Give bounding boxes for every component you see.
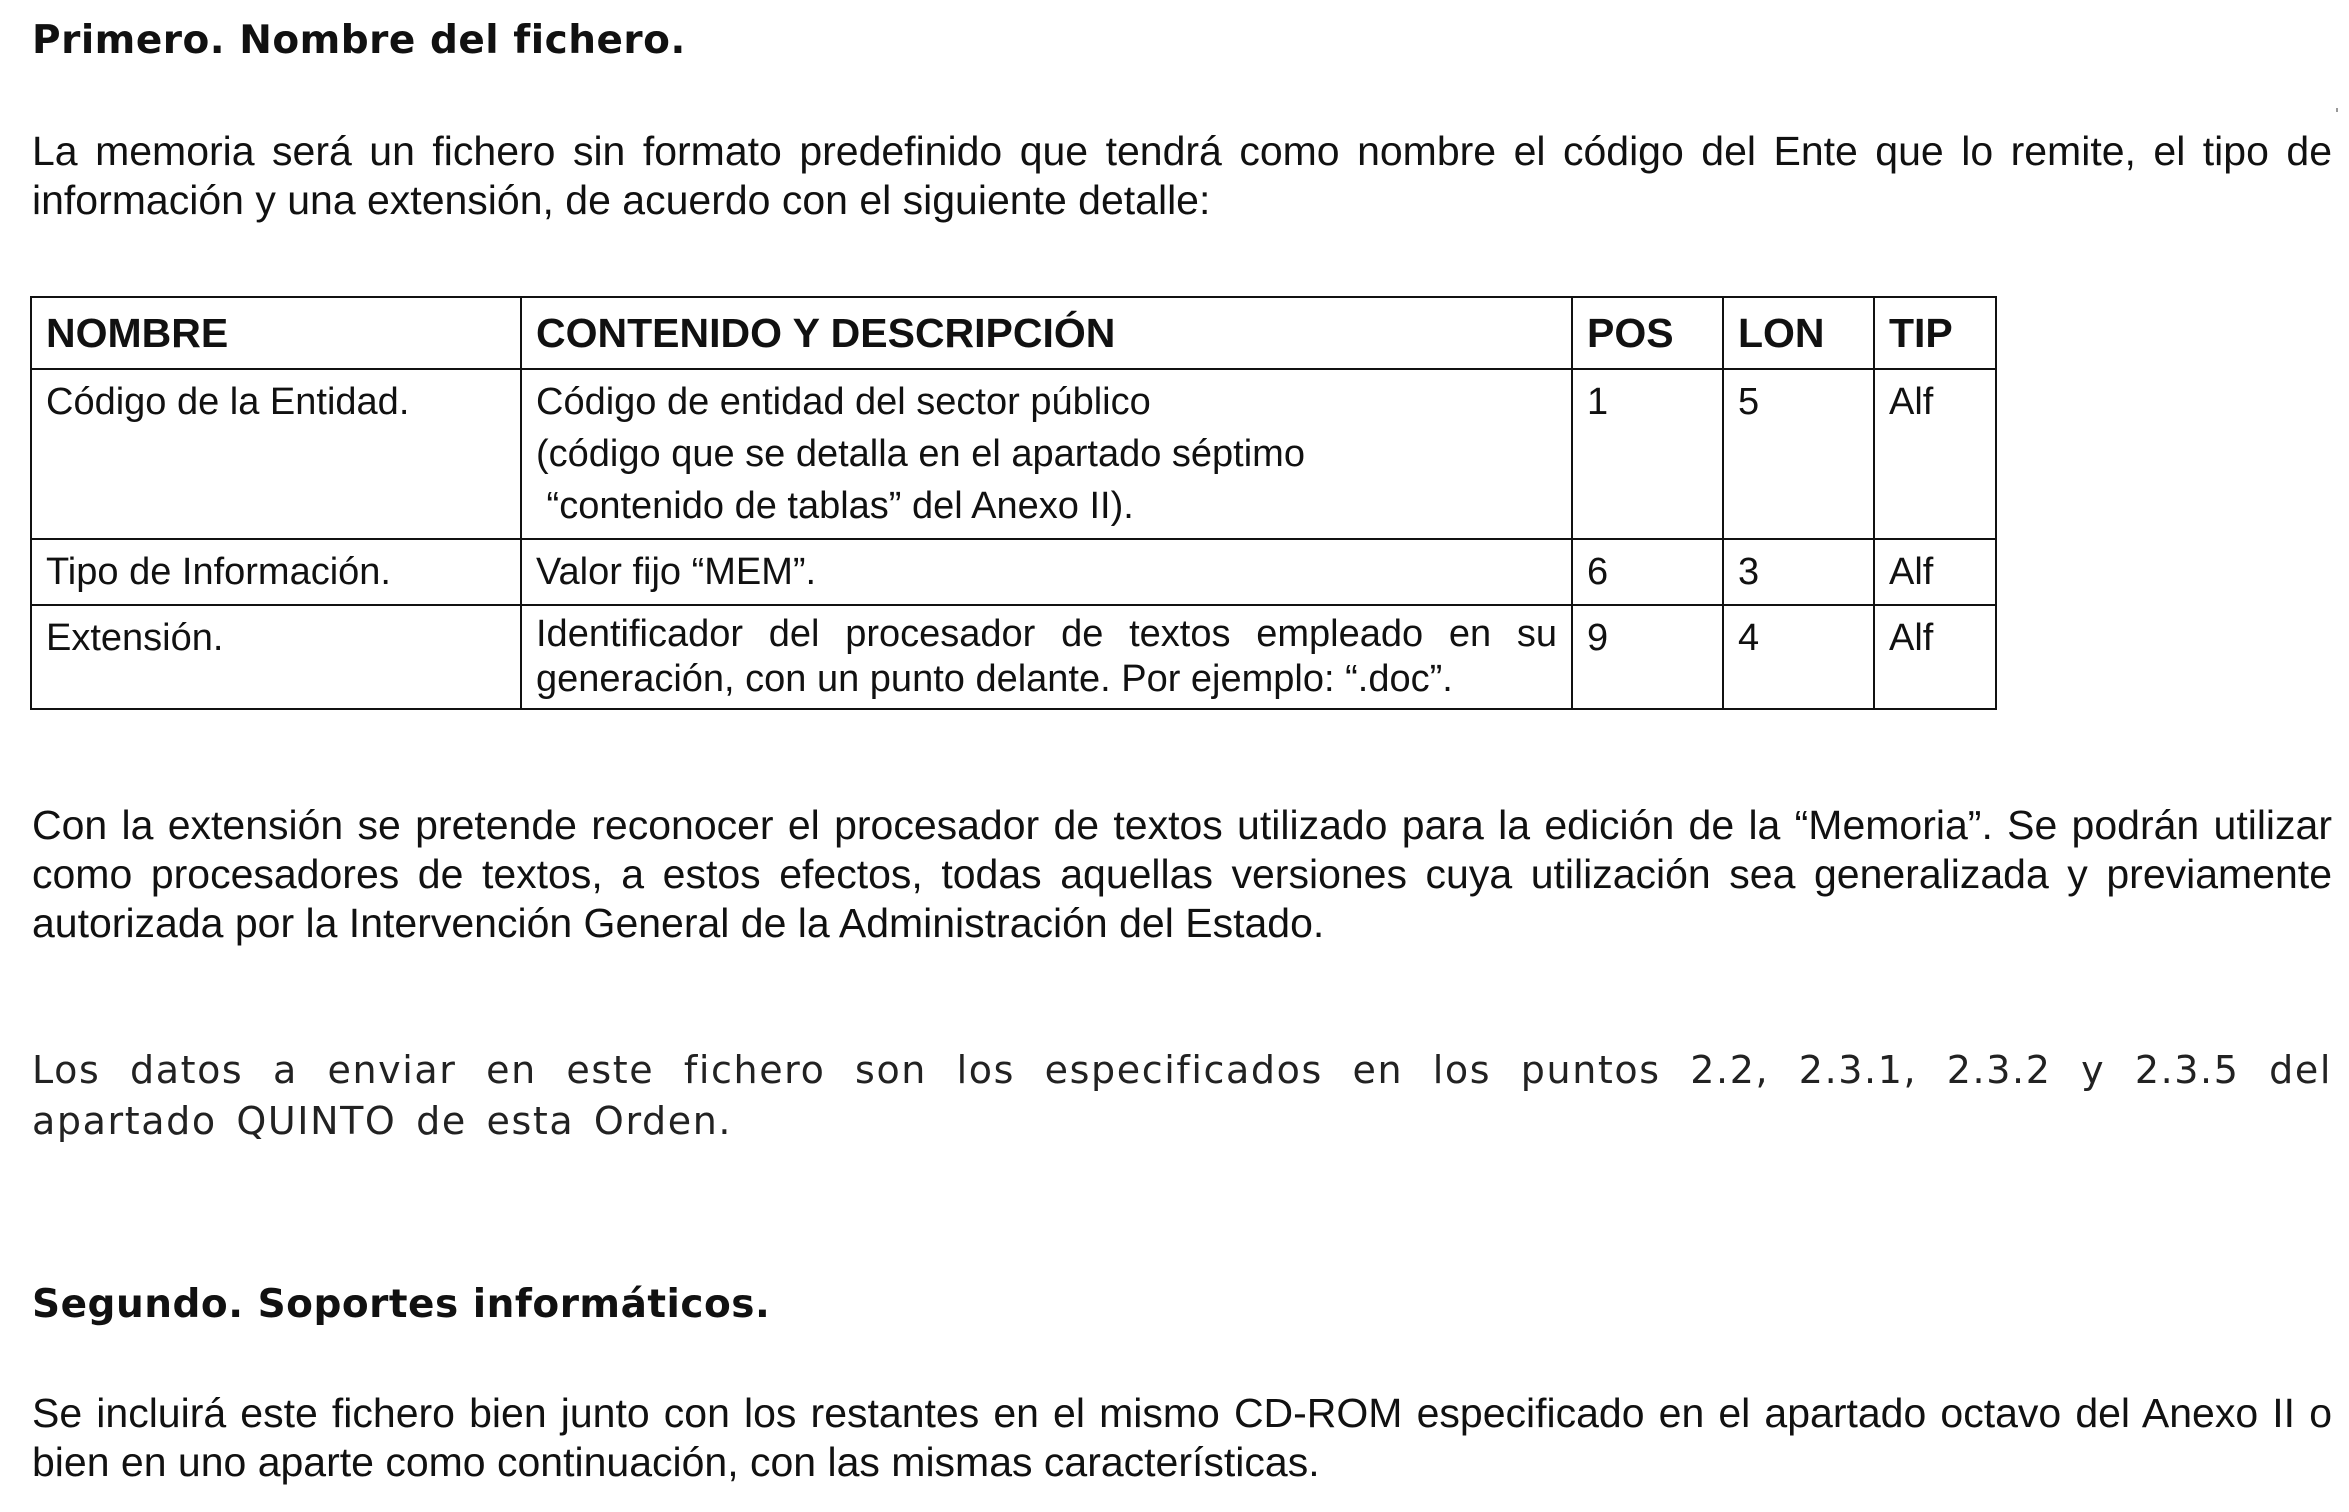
cell-nombre: Tipo de Información.	[31, 539, 521, 605]
section-heading-segundo: Segundo. Soportes informáticos.	[32, 1282, 771, 1327]
cell-contenido-line: Valor fijo “MEM”.	[536, 551, 817, 593]
cell-lon: 4	[1723, 605, 1874, 709]
cell-pos: 6	[1572, 539, 1723, 605]
cell-contenido-line: Identificador del procesador de textos empleado en su generación, con un punto delante. Por ejemplo: “.doc”.	[536, 613, 1557, 700]
soportes-paragraph: Se incluirá este fichero bien junto con los restantes en el mismo CD-ROM especificado en el apartado octavo del Anexo II o bien en uno aparte como continuación, con las mismas características.	[32, 1390, 2332, 1485]
table-row	[31, 369, 1996, 539]
cell-tip: Alf	[1874, 605, 1996, 709]
cell-nombre: Extensión.	[31, 605, 521, 709]
file-name-table	[30, 296, 1997, 710]
cell-contenido-line: “contenido de tablas” del Anexo II).	[536, 485, 1134, 527]
cell-pos: 9	[1572, 605, 1723, 709]
cell-lon: 3	[1723, 539, 1874, 605]
intro-paragraph: La memoria será un fichero sin formato predefinido que tendrá como nombre el código del Ente que lo remite, el tipo de información y una extensión, de acuerdo con el siguiente detalle:	[32, 128, 2332, 223]
table-row	[31, 539, 1996, 605]
cell-contenido	[521, 539, 1572, 605]
cell-tip: Alf	[1874, 539, 1996, 605]
scan-mark	[2336, 108, 2338, 112]
cell-contenido-line: Código de entidad del sector público	[536, 381, 1151, 423]
section-heading-primero: Primero. Nombre del fichero.	[32, 18, 686, 63]
cell-tip: Alf	[1874, 369, 1996, 539]
header-contenido: CONTENIDO Y DESCRIPCIÓN	[521, 297, 1572, 369]
table-header-row	[31, 297, 1996, 369]
cell-lon: 5	[1723, 369, 1874, 539]
cell-contenido-line: (código que se detalla en el apartado séptimo	[536, 433, 1305, 475]
header-tip: TIP	[1874, 297, 1996, 369]
cell-contenido	[521, 369, 1572, 539]
header-nombre: NOMBRE	[31, 297, 521, 369]
header-pos: POS	[1572, 297, 1723, 369]
cell-pos: 1	[1572, 369, 1723, 539]
table-row	[31, 605, 1996, 709]
datos-paragraph: Los datos a enviar en este fichero son los especificados en los puntos 2.2, 2.3.1, 2.3.2 y 2.3.5 del apartado QUINTO de esta Orden.	[32, 1048, 2332, 1143]
cell-contenido	[521, 605, 1572, 709]
header-lon: LON	[1723, 297, 1874, 369]
cell-nombre: Código de la Entidad.	[31, 369, 521, 539]
extension-paragraph: Con la extensión se pretende reconocer el procesador de textos utilizado para la edición de la “Memoria”. Se podrán utilizar como procesadores de textos, a estos efectos, todas aquellas versiones cuya utilización sea generalizada y previamente autorizada por la Intervención General de la Administración del Estado.	[32, 802, 2332, 946]
